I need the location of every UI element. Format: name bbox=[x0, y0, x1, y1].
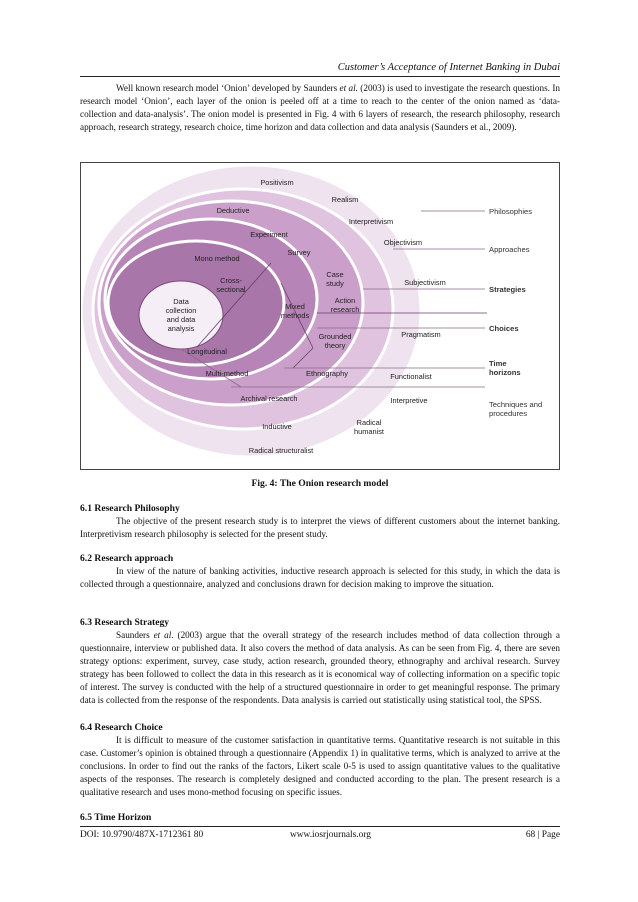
heading-6-2: 6.2 Research approach bbox=[80, 553, 174, 564]
heading-6-3: 6.3 Research Strategy bbox=[80, 617, 170, 628]
label-deductive: Deductive bbox=[216, 206, 250, 215]
core-line-4: analysis bbox=[167, 324, 195, 333]
s63-text-2: . (2003) argue that the overall strategy of the research includes method of data collection through a questionnaire, interview or published data. It also covers the method of data analysis. As can be seen from Fig. 4, there are seven strategy options: experiment, survey, case study, action research, grounded theory, ethnography and archival research. Survey strategy has been followed to collect the data in this research as it is economical way of collecting information on a specific topic of interest. The survey is conducted with the help of a structured questionnaire in order to get meaningful response. The primary data is collected from the response of the respondents. Data analysis is carried out statistically using statistical tool, the SPSS. bbox=[80, 630, 560, 705]
label-cross-sectional-1: Cross- bbox=[220, 276, 242, 285]
figure-caption: Fig. 4: The Onion research model bbox=[251, 478, 389, 489]
onion-legend bbox=[489, 207, 542, 418]
label-radical-structuralist: Radical structuralist bbox=[248, 446, 314, 455]
onion-diagram bbox=[81, 163, 559, 469]
label-grounded-theory-2: theory bbox=[324, 341, 346, 350]
label-positivism: Positivism bbox=[260, 178, 294, 187]
label-case-study-2: study bbox=[326, 279, 344, 288]
label-radical-humanist-1: Radical bbox=[356, 418, 382, 427]
label-cross-sectional-2: sectional bbox=[216, 285, 246, 294]
intro-paragraph bbox=[80, 82, 560, 134]
legend-philosophies: Philosophies bbox=[489, 207, 533, 216]
intro-text-2: (2003) is used to investigate the research questions. In research model ‘Onion’, each layer of the onion is peeled off at a time to reach to the center of the onion named as ‘data-collection and data-analysis’. The onion model is presented in Fig. 4 with 6 layers of research, the research philosophy, research approach, research strategy, research choice, time horizon and data collection and data analysis (Saunders et al., 2009). bbox=[80, 83, 560, 132]
paragraph-6-4: It is difficult to measure of the customer satisfaction in quantitative terms. Quantitative research is not suitable in this case. Customer’s opinion is obtained through a questionnaire (Appendix 1) in qualitative terms, which is analyzed to arrive at the conclusions. In order to find out the ranks of the factors, Likert scale 0-5 is used to assign quantitative values to the qualitative aspects of the responses. The research is completely designed and conducted according to the plan. The present research is a qualitative research and uses mono-method focusing on specific issues. bbox=[80, 735, 560, 797]
running-header: Customer’s Acceptance of Internet Banking in Dubai bbox=[337, 62, 560, 73]
s63-text-1: Saunders bbox=[116, 630, 154, 640]
legend-time-horizons-2: horizons bbox=[489, 368, 521, 377]
label-longitudinal: Longitudinal bbox=[187, 347, 227, 356]
s63-etal: et al bbox=[153, 630, 172, 640]
intro-text-1: Well known research model ‘Onion’ developed by Saunders bbox=[116, 83, 340, 93]
footer-website[interactable]: www.iosrjournals.org bbox=[290, 830, 371, 840]
heading-6-4: 6.4 Research Choice bbox=[80, 722, 163, 733]
footer-page-number: 68 | Page bbox=[525, 830, 560, 840]
footer-rule bbox=[80, 826, 560, 827]
label-inductive: Inductive bbox=[262, 422, 292, 431]
paragraph-6-3 bbox=[80, 629, 560, 706]
legend-strategies: Strategies bbox=[489, 285, 526, 294]
core-line-3: and data bbox=[166, 315, 196, 324]
legend-techniques-2: procedures bbox=[489, 409, 527, 418]
paragraph-6-1: The objective of the present research study is to interpret the views of different customers about the internet banking. Interpretivism research philosophy is selected for the present study. bbox=[80, 516, 560, 539]
footer-doi: DOI: 10.9790/487X-1712361 80 bbox=[80, 830, 204, 840]
label-mono-method: Mono method bbox=[194, 254, 240, 263]
label-realism: Realism bbox=[331, 195, 359, 204]
legend-approaches: Approaches bbox=[489, 245, 530, 254]
legend-time-horizons-1: Time bbox=[489, 359, 507, 368]
label-subjectivism: Subjectivism bbox=[404, 278, 446, 287]
label-survey: Survey bbox=[287, 248, 311, 257]
legend-techniques-1: Techniques and bbox=[489, 400, 543, 409]
label-multi-method: Multi-method bbox=[205, 369, 249, 378]
label-ethnography: Ethnography bbox=[306, 369, 348, 378]
label-mixed-methods-2: methods bbox=[280, 311, 310, 320]
heading-6-1: 6.1 Research Philosophy bbox=[80, 503, 180, 514]
label-interpretive: Interpretive bbox=[390, 396, 428, 405]
label-interpretivism: Interpretivism bbox=[348, 217, 394, 226]
label-case-study-1: Case bbox=[326, 270, 344, 279]
header-rule bbox=[80, 76, 560, 77]
onion-figure bbox=[80, 162, 560, 470]
legend-choices: Choices bbox=[489, 324, 519, 333]
intro-etal: et al. bbox=[339, 83, 358, 93]
label-archival-research: Archival research bbox=[240, 394, 298, 403]
heading-6-5: 6.5 Time Horizon bbox=[80, 812, 152, 823]
core-line-2: collection bbox=[165, 306, 197, 315]
core-line-1: Data bbox=[173, 297, 189, 306]
label-functionalist: Functionalist bbox=[390, 372, 432, 381]
label-radical-humanist-2: humanist bbox=[354, 427, 384, 436]
label-mixed-methods-1: Mixed bbox=[285, 302, 305, 311]
label-grounded-theory-1: Grounded bbox=[318, 332, 352, 341]
label-pragmatism: Pragmatism bbox=[401, 330, 441, 339]
label-action-research-1: Action bbox=[334, 296, 356, 305]
label-action-research-2: research bbox=[330, 305, 360, 314]
label-objectivism: Objectivism bbox=[383, 238, 423, 247]
paragraph-6-2: In view of the nature of banking activities, inductive research approach is selected for this study, in which the data is collected through a questionnaire, analyzed and conclusions drawn for decision making to improve the situation. bbox=[80, 566, 560, 589]
label-experiment: Experiment bbox=[250, 230, 288, 239]
